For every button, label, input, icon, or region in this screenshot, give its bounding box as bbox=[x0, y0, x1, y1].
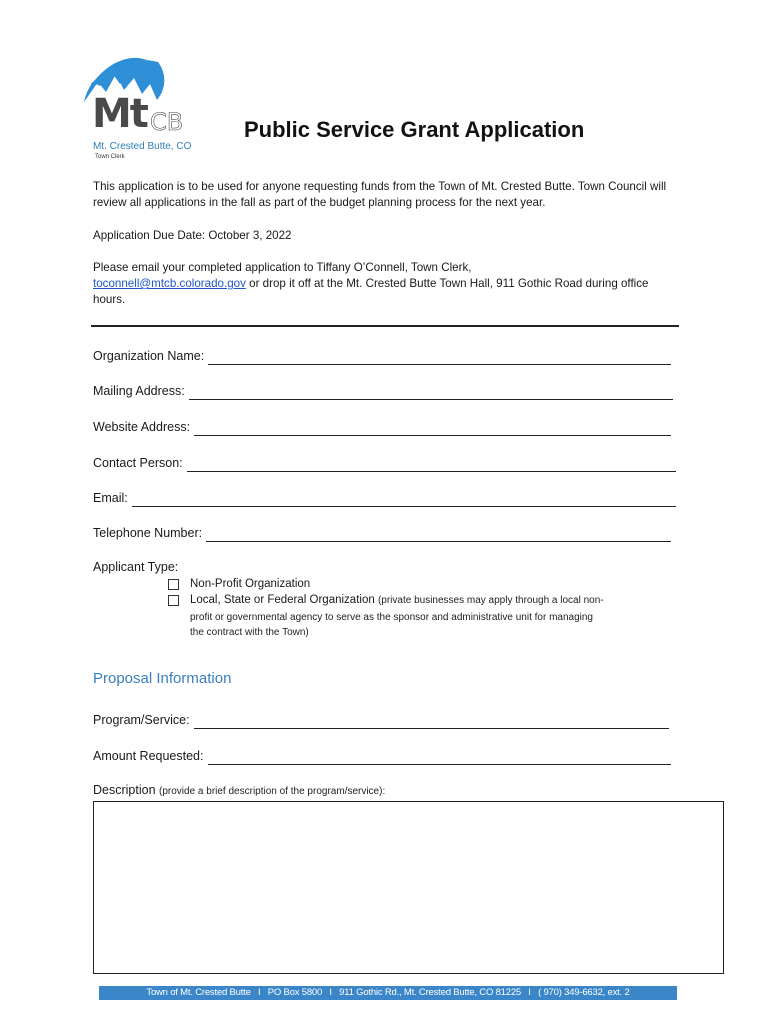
program-field[interactable] bbox=[93, 709, 669, 729]
page-title: Public Service Grant Application bbox=[244, 117, 585, 142]
description-note: (provide a brief description of the program/service): bbox=[159, 786, 386, 797]
organization-label: Organization Name: bbox=[93, 349, 205, 363]
organization-line[interactable] bbox=[208, 350, 671, 365]
government-note-2: profit or governmental agency to serve as the sponsor and administrative unit for managing bbox=[190, 612, 593, 623]
email-field[interactable] bbox=[93, 487, 676, 507]
proposal-heading: Proposal Information bbox=[93, 670, 232, 687]
website-line[interactable] bbox=[194, 421, 671, 436]
website-field[interactable] bbox=[93, 416, 671, 436]
description-textbox[interactable] bbox=[93, 801, 724, 974]
logo-mark: Mt bbox=[92, 91, 147, 137]
amount-label: Amount Requested: bbox=[93, 749, 204, 763]
nonprofit-label: Non-Profit Organization bbox=[190, 578, 311, 590]
contact-person-label: Contact Person: bbox=[93, 456, 183, 470]
program-label: Program/Service: bbox=[93, 713, 190, 727]
applicant-type-label: Applicant Type: bbox=[93, 560, 179, 574]
submission-prefix: Please email your completed application to Tiffany O’Connell, Town Clerk, bbox=[93, 261, 472, 274]
mailing-address-field[interactable] bbox=[93, 380, 673, 400]
due-date: Application Due Date: October 3, 2022 bbox=[93, 229, 292, 242]
logo-department: Town Clerk bbox=[95, 154, 125, 160]
submission-suffix: or drop it off at the Mt. Crested Butte Town Hall, 911 Gothic Road during office hours. bbox=[93, 277, 649, 306]
submission-instructions bbox=[93, 260, 663, 308]
telephone-line[interactable] bbox=[206, 527, 671, 542]
amount-line[interactable] bbox=[208, 750, 672, 765]
nonprofit-checkbox[interactable] bbox=[168, 579, 179, 590]
email-line[interactable] bbox=[132, 492, 676, 507]
telephone-label: Telephone Number: bbox=[93, 526, 203, 540]
government-note-3: the contract with the Town) bbox=[190, 627, 309, 638]
government-note-1: (private businesses may apply through a local non- bbox=[377, 595, 604, 606]
mailing-address-label: Mailing Address: bbox=[93, 384, 185, 398]
logo-location: Mt. Crested Butte, CO bbox=[93, 141, 192, 152]
amount-field[interactable] bbox=[93, 745, 671, 765]
section-divider bbox=[91, 325, 679, 327]
description-label: Description bbox=[93, 783, 156, 797]
clerk-email-link[interactable]: toconnell@mtcb.colorado.gov bbox=[93, 277, 246, 290]
logo-mark-suffix: CB bbox=[150, 108, 184, 136]
option-nonprofit[interactable] bbox=[168, 577, 688, 592]
contact-person-line[interactable] bbox=[187, 457, 676, 472]
description-label-row bbox=[93, 781, 385, 801]
government-label: Local, State or Federal Organization bbox=[190, 594, 375, 606]
footer-bar: Town of Mt. Crested Butte I PO Box 5800 I 911 Gothic Rd., Mt. Crested Butte, CO 81225 I ( 970) 349-6632, ext. 2 bbox=[99, 986, 677, 1000]
email-label: Email: bbox=[93, 491, 128, 505]
contact-person-field[interactable] bbox=[93, 452, 676, 472]
government-checkbox[interactable] bbox=[168, 595, 179, 606]
option-government[interactable] bbox=[168, 593, 688, 608]
telephone-field[interactable] bbox=[93, 522, 671, 542]
government-label-wrap bbox=[190, 593, 604, 608]
program-line[interactable] bbox=[194, 714, 669, 729]
intro-paragraph: This application is to be used for anyone requesting funds from the Town of Mt. Crested Butte. Town Council will review all applications in the fall as part of the budget planning process for the next year. bbox=[93, 180, 667, 209]
website-label: Website Address: bbox=[93, 420, 191, 434]
organization-field[interactable] bbox=[93, 345, 671, 365]
mailing-address-line[interactable] bbox=[189, 385, 673, 400]
